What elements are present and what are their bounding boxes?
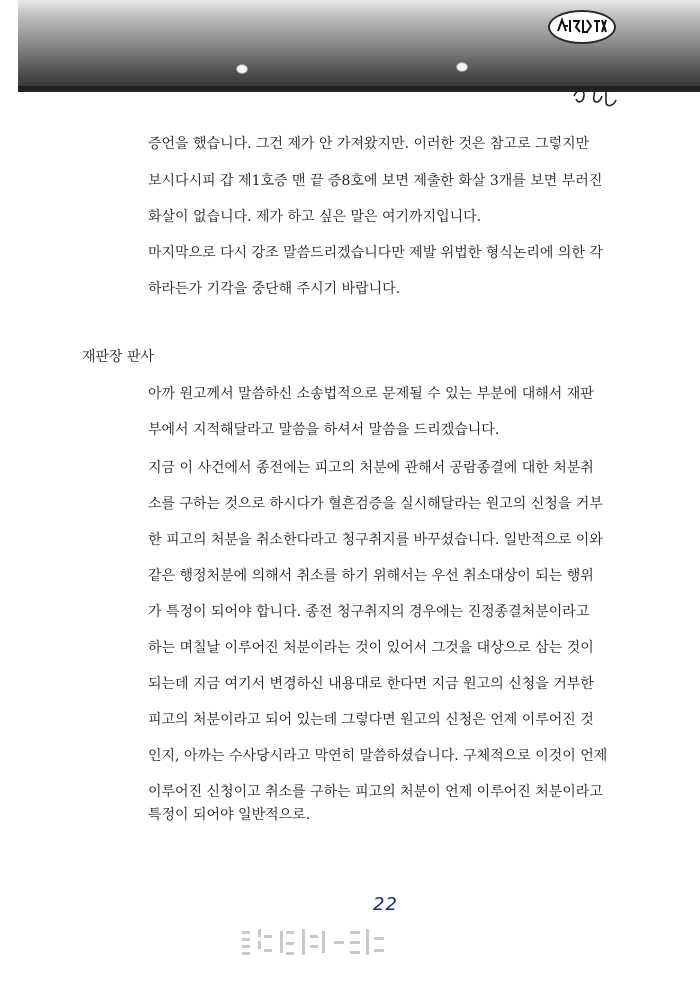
text-line: 되는데 지금 여기서 변경하신 내용대로 한다면 지금 원고의 신청을 거부한 — [148, 676, 594, 692]
text-line: 소를 구하는 것으로 하시다가 혈흔검증을 실시해달라는 원고의 신청을 거부 — [148, 496, 603, 512]
text-line: 피고의 처분이라고 되어 있는데 그렇다면 원고의 신청은 언제 이루어진 것 — [148, 712, 594, 728]
text-line: 가 특정이 되어야 합니다. 종전 청구취지의 경우에는 진정종결처분이라고 — [148, 604, 590, 620]
text-line: 부에서 지적해달라고 말씀을 하셔서 말씀을 드리겠습니다. — [148, 422, 500, 438]
text-line: 증언을 했습니다. 그건 제가 안 가져왔지만. 이러한 것은 참고로 그렇지만 — [148, 136, 590, 152]
binder-hole-left — [236, 64, 248, 74]
text-line: 마지막으로 다시 강조 말씀드리겠습니다만 제발 위법한 형식논리에 의한 각 — [148, 245, 603, 261]
text-line: 하는 며칠날 이루어진 처분이라는 것이 있어서 그것을 대상으로 삼는 것이 — [148, 640, 594, 656]
text-line: 하라든가 기각을 중단해 주시기 바랍니다. — [148, 281, 401, 297]
text-line: 아까 원고께서 말씀하신 소송법적으로 문제될 수 있는 부분에 대해서 재판 — [148, 386, 594, 402]
handwritten-signature — [570, 82, 620, 112]
text-line: 인지, 아까는 수사당시라고 막연히 말씀하셨습니다. 구체적으로 이것이 언제 — [148, 748, 608, 764]
text-line: 특정이 되어야 일반적으로. — [148, 807, 311, 823]
text-line: 이루어진 신청이고 취소를 구하는 피고의 처분이 언제 이루어진 처분이라고 — [148, 784, 603, 800]
seal-glyph-mark — [554, 15, 610, 37]
text-line: 한 피고의 처분을 취소한다라고 청구취지를 바꾸셨습니다. 일반적으로 이와 — [148, 532, 603, 548]
text-line: 지금 이 사건에서 종전에는 피고의 처분에 관해서 공람종결에 대한 처분취 — [148, 460, 594, 476]
text-line: 보시다시피 갑 제1호증 맨 끝 증8호에 보면 제출한 화살 3개를 보면 부러진 — [148, 173, 603, 189]
page-number: 22 — [373, 894, 398, 915]
dotted-footer-stamp — [240, 927, 390, 961]
binder-hole-right — [456, 62, 468, 72]
speaker-label: 재판장 판사 — [82, 349, 155, 365]
text-line: 화살이 없습니다. 제가 하고 싶은 말은 여기까지입니다. — [148, 209, 482, 225]
court-seal-stamp — [548, 10, 616, 44]
text-line: 같은 행정처분에 의해서 취소를 하기 위해서는 우선 취소대상이 되는 행위 — [148, 568, 594, 584]
